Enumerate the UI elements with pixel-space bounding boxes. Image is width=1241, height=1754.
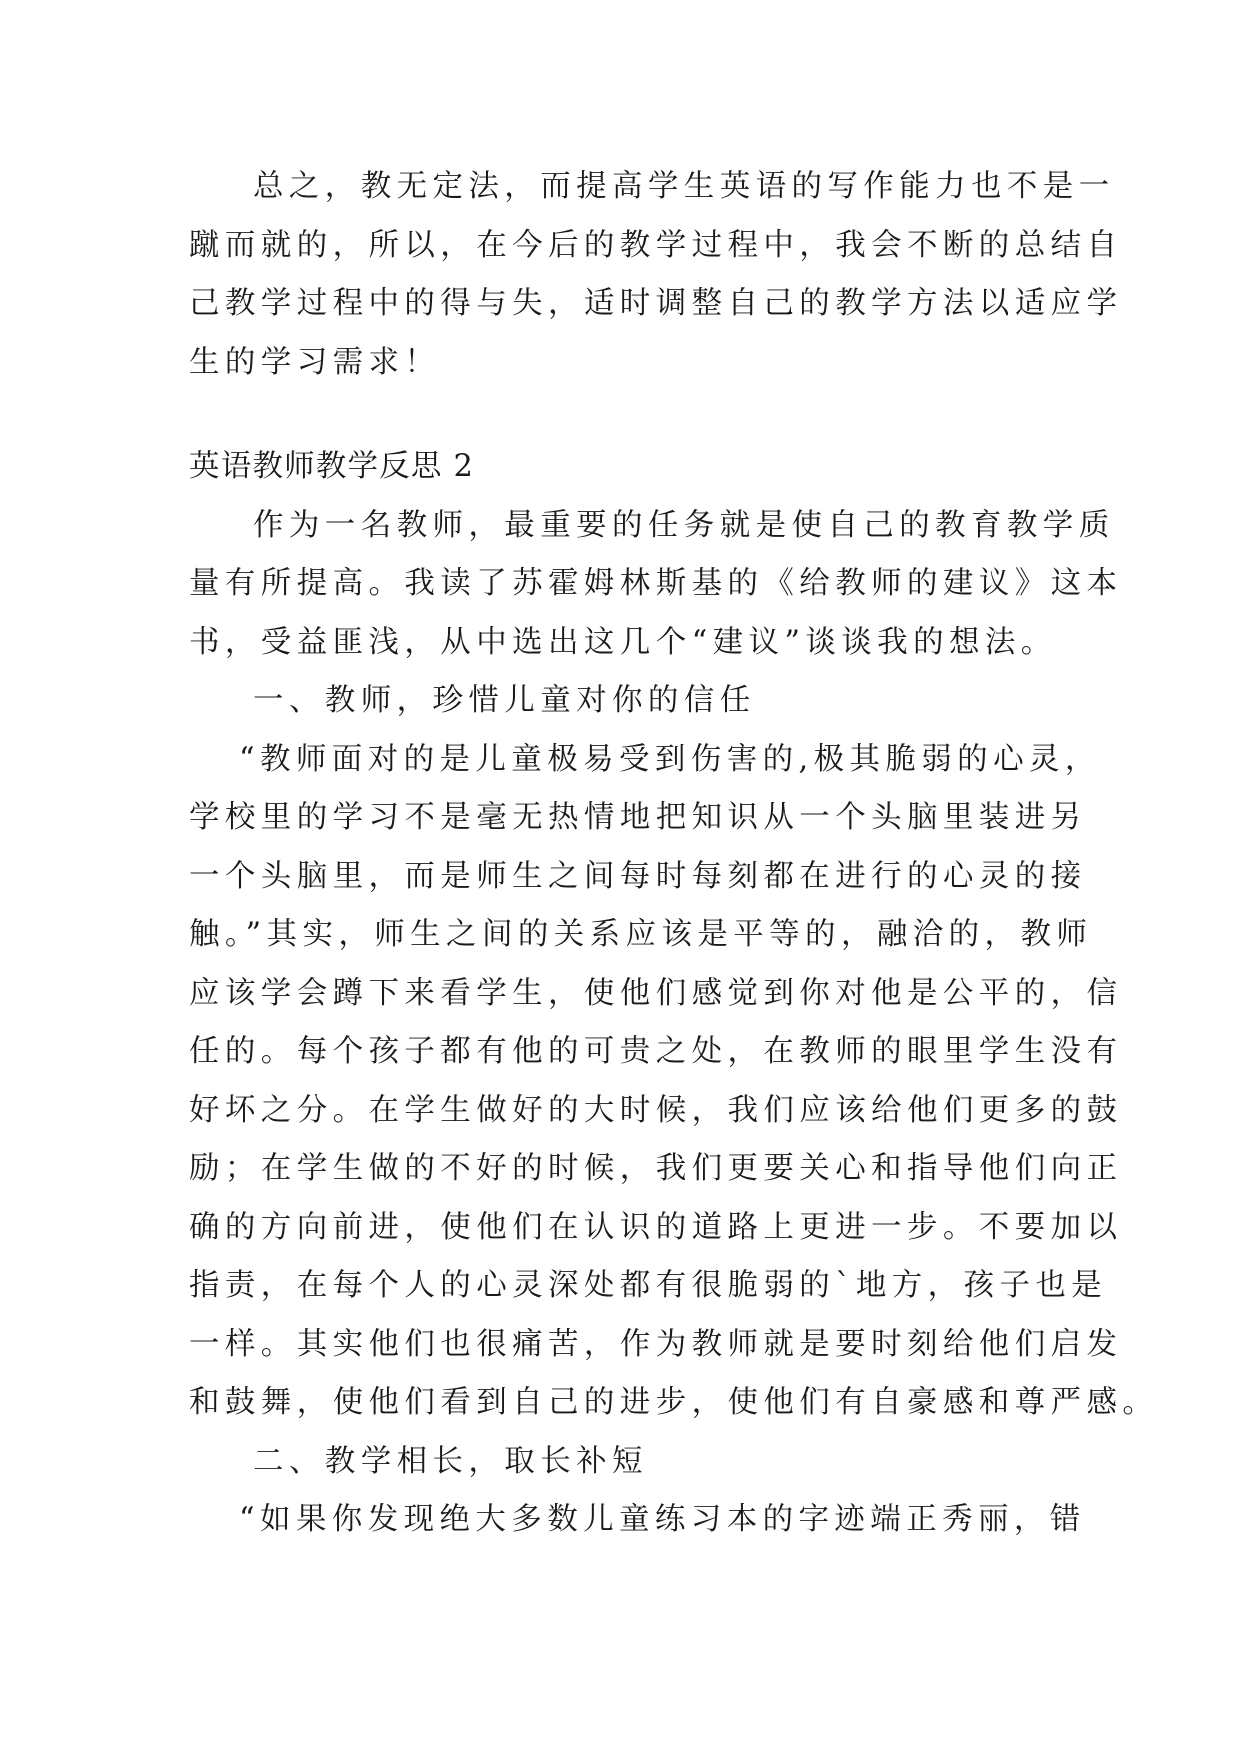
subheading-1: 一、教师，珍惜儿童对你的信任 (253, 683, 756, 718)
text-line: 一样。其实他们也很痛苦，作为教师就是要时刻给他们启发 (189, 1326, 1123, 1362)
text-line: 学校里的学习不是毫无热情地把知识从一个头脑里装进另 (189, 800, 1087, 835)
text-line: 好坏之分。在学生做好的大时候，我们应该给他们更多的鼓 (189, 1092, 1123, 1128)
paragraph-trust (189, 731, 1159, 1433)
text-line: 一个头脑里，而是师生之间每时每刻都在进行的心灵的接 (189, 858, 1087, 894)
text-line: 和鼓舞，使他们看到自己的进步，使他们有自豪感和尊严感。 (189, 1385, 1159, 1420)
text-line: “如果你发现绝大多数儿童练习本的字迹端正秀丽，错 (239, 1502, 1086, 1537)
text-line: “教师面对的是儿童极易受到伤害的,极其脆弱的心灵， (239, 741, 1101, 777)
paragraph-intro (189, 497, 1123, 673)
text-line: 任的。每个孩子都有他的可贵之处，在教师的眼里学生没有 (189, 1034, 1123, 1069)
text-line: 量有所提高。我读了苏霍姆林斯基的《给教师的建议》这本 (189, 566, 1123, 601)
subheading-2: 二、教学相长，取长补短 (253, 1443, 648, 1479)
text-line: 作为一名教师，最重要的任务就是使自己的教育教学质 (253, 507, 1115, 543)
text-line: 触。”其实，师生之间的关系应该是平等的，融洽的，教师 (189, 917, 1093, 952)
text-line: 励；在学生做的不好的时候，我们更要关心和指导他们向正 (189, 1151, 1123, 1186)
paragraph-conclusion (189, 158, 1123, 392)
section-title: 英语教师教学反思 2 (189, 449, 475, 484)
text-line: 己教学过程中的得与失，适时调整自己的教学方法以适应学 (189, 286, 1123, 321)
text-line: 应该学会蹲下来看学生，使他们感觉到你对他是公平的，信 (189, 975, 1123, 1011)
paragraph-learning (189, 1491, 1086, 1550)
document-body (189, 158, 1159, 1550)
text-line: 蹴而就的，所以，在今后的教学过程中，我会不断的总结自 (189, 227, 1123, 263)
text-line: 总之，教无定法，而提高学生英语的写作能力也不是一 (253, 169, 1115, 204)
text-line: 生的学习需求！ (189, 344, 441, 380)
text-line: 指责，在每个人的心灵深处都有很脆弱的`地方，孩子也是 (189, 1268, 1108, 1303)
text-line: 确的方向前进，使他们在认识的道路上更进一步。不要加以 (189, 1209, 1123, 1245)
text-line: 书，受益匪浅，从中选出这几个“建议”谈谈我的想法。 (189, 624, 1057, 660)
